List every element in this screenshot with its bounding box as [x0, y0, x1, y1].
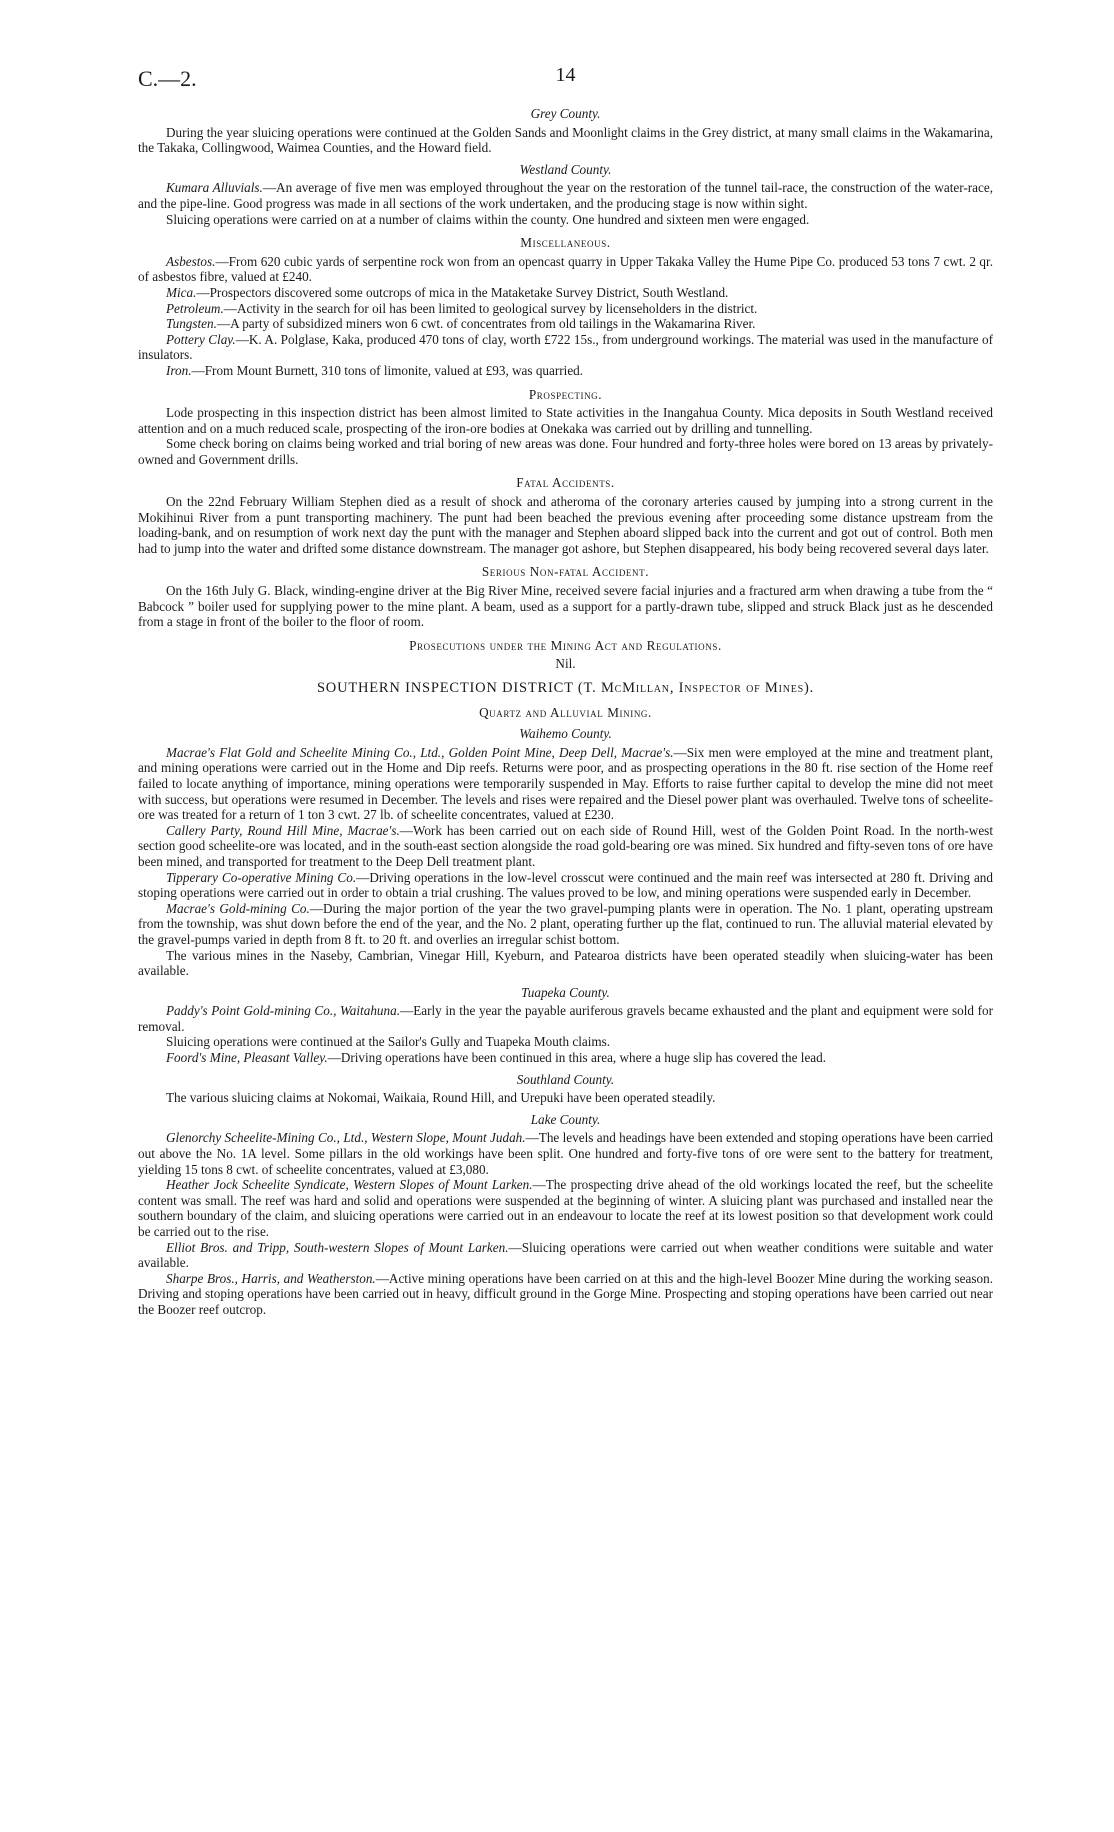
section-heading: Lake County.: [530, 1111, 601, 1127]
paragraph-text: —Activity in the search for oil has been limited to geological survey by licenseholders in the district.: [223, 300, 758, 316]
paragraph: [138, 180, 993, 211]
section-heading: Waihemo County.: [519, 726, 612, 742]
paragraph: [138, 405, 993, 436]
paragraph-lead: Sharpe Bros., Harris, and Weatherston.: [166, 1270, 376, 1286]
paragraph: [138, 1034, 993, 1050]
paragraph: [138, 494, 993, 556]
paragraph-text: —An average of five men was employed throughout the year on the restoration of the tunnel tail-race, the construction of the water-race, and the pipe-line. Good progress was made in all sections of the work undertaken, and the producing stage is now within sight.: [138, 180, 993, 211]
paragraph-text: On the 22nd February William Stephen died as a result of shock and atheroma of the coronary arteries caused by jumping into a strong current in the Mokihinui River from a punt transporting machinery. The punt had been beached the previous evening after proceeding some distance upstream from the loading-bank, and on resumption of work next day the punt with the manager and Stephen aboard slipped back into the current and got out of control. Both men had to jump into the water and drifted some distance downstream. The manager got ashore, but Stephen disappeared, his body being recovered several days later.: [138, 494, 993, 556]
section-heading: SOUTHERN INSPECTION DISTRICT (T. McMillan, Inspector of Mines).: [316, 680, 815, 696]
section-heading: Southland County.: [516, 1071, 615, 1087]
paragraph: [138, 436, 993, 467]
paragraph-text: —From Mount Burnett, 310 tons of limonite, valued at £93, was quarried.: [191, 362, 584, 378]
paragraph: [138, 125, 993, 156]
paragraph-text: —Driving operations in the low-level crosscut were continued and the main reef was intersected at 280 ft. Driving and stoping operations were carried out in order to obtain a trial crushing. The values proved to be low, and mining operations were suspended early in December.: [138, 869, 993, 901]
section-heading: Prospecting.: [528, 386, 603, 402]
report-series: C.—2.: [138, 66, 197, 91]
paragraph-text: —The prospecting drive ahead of the old workings located the reef, but the scheelite content was small. The reef was hard and solid and operations were suspended at the beginning of winter. A sluicing plant was purchased and installed near the southern boundary of the claim, and sluicing operations were carried out in an endeavour to locate the reef at its lowest position so that development work could be carried out to the rise.: [138, 1177, 993, 1239]
paragraph: [138, 948, 993, 979]
paragraph: [138, 285, 993, 301]
paragraph: [138, 212, 993, 228]
paragraph: [138, 1003, 993, 1034]
paragraph-text: Some check boring on claims being worked and trial boring of new areas was done. Four hundred and forty-three holes were bored on 13 areas by privately-owned and Government drills.: [138, 436, 993, 467]
paragraph-text: —The levels and headings have been extended and stoping operations have been carried out above the No. 1A level. Some pillars in the old workings have been split. One hundred and forty-five tons of ore were sent to the battery for treatment, yielding 15 tons 8 cwt. of scheelite concentrates, valued at £3,080.: [138, 1130, 993, 1177]
paragraph-lead: Foord's Mine, Pleasant Valley.: [166, 1050, 328, 1066]
paragraph-text: —Sluicing operations were carried out when weather conditions were suitable and water available.: [138, 1239, 993, 1271]
paragraph: [138, 1177, 993, 1239]
paragraph-text: Sluicing operations were carried on at a number of claims within the county. One hundred and sixteen men were engaged.: [166, 211, 810, 227]
paragraph: [138, 583, 993, 630]
paragraph-lead: Heather Jock Scheelite Syndicate, Western Slopes of Mount Larken.: [166, 1177, 533, 1193]
paragraph-lead: Kumara Alluvials.: [166, 180, 263, 196]
paragraph-text: —A party of subsidized miners won 6 cwt. of concentrates from old tailings in the Wakamarina River.: [216, 316, 756, 332]
paragraph-lead: Macrae's Flat Gold and Scheelite Mining Co., Ltd., Golden Point Mine, Deep Dell, Macrae's.: [166, 744, 674, 760]
paragraph: [138, 301, 993, 317]
paragraph-text: —During the major portion of the year the two gravel-pumping plants were in operation. The No. 1 plant, operating upstream from the township, was shut down before the end of the year, and the No. 2 plant, operating further up the flat, continued to run. The alluvial material elevated by the gravel-pumps varied in depth from 8 ft. to 20 ft. and overlies an irregular schist bottom.: [138, 900, 993, 947]
paragraph-text: During the year sluicing operations were continued at the Golden Sands and Moonlight claims in the Grey district, at many small claims in the Wakamarina, the Takaka, Collingwood, Waimea Counties, and the Howard field.: [138, 124, 993, 156]
paragraph-lead: Tungsten.: [166, 316, 217, 332]
section-heading: Nil.: [555, 656, 576, 672]
page-number: 14: [555, 64, 576, 86]
paragraph: [138, 1090, 993, 1106]
section-heading: Fatal Accidents.: [516, 475, 615, 491]
paragraph-text: —K. A. Polglase, Kaka, produced 470 tons of clay, worth £722 15s., from underground workings. The material was used in the manufacture of insulators.: [138, 331, 994, 363]
section-heading: Miscellaneous.: [520, 235, 611, 251]
paragraph-text: Lode prospecting in this inspection district has been almost limited to State activities in the Inangahua County. Mica deposits in South Westland received attention and on a much reduced scale, prospecting of the iron-ore bodies at Onekaka was carried out by drilling and tunnelling.: [138, 405, 993, 436]
paragraph-text: The various sluicing claims at Nokomai, Waikaia, Round Hill, and Urepuki have been operated steadily.: [166, 1090, 716, 1106]
paragraph-lead: Tipperary Co-operative Mining Co.: [166, 869, 357, 885]
section-heading: Quartz and Alluvial Mining.: [479, 704, 652, 720]
section-heading: Prosecutions under the Mining Act and Regulations.: [409, 637, 722, 653]
section-heading: Serious Non-fatal Accident.: [481, 564, 650, 580]
section-heading: Grey County.: [530, 106, 601, 121]
paragraph-text: Sluicing operations were continued at the Sailor's Gully and Tuapeka Mouth claims.: [166, 1034, 611, 1050]
paragraph: [138, 823, 993, 870]
paragraph: [138, 745, 993, 823]
paragraph-text: —Prospectors discovered some outcrops of mica in the Mataketake Survey District, South Westland.: [196, 284, 729, 300]
page: [138, 62, 993, 1318]
paragraph-lead: Glenorchy Scheelite-Mining Co., Ltd., Western Slope, Mount Judah.: [166, 1130, 526, 1146]
paragraph-text: —Driving operations have been continued in this area, where a huge slip has covered the lead.: [327, 1050, 827, 1066]
paragraph-text: —Work has been carried out on each side of Round Hill, west of the Golden Point Road. In the north-west section good scheelite-ore was located, and in the south-east section alongside the road gold-bearing ore was mined. Six hundred and fifty-seven tons of ore have been mined, and transported for treatment to the Deep Dell treatment plant.: [138, 822, 993, 869]
paragraph-lead: Petroleum.: [166, 300, 224, 316]
paragraph-lead: Callery Party, Round Hill Mine, Macrae's.: [166, 822, 400, 838]
paragraph-text: On the 16th July G. Black, winding-engine driver at the Big River Mine, received severe facial injuries and a fractured arm when drawing a tube from the “ Babcock ” boiler used for supplying power to the mine plant. A beam, used as a support for a partly-drawn tube, slipped and struck Black just as he descended from a stage in front of the boiler to the floor of room.: [138, 583, 993, 630]
paragraph-lead: Macrae's Gold-mining Co.: [166, 900, 310, 916]
paragraph: [138, 316, 993, 332]
section-heading: Westland County.: [519, 161, 612, 177]
paragraph-lead: Iron.: [166, 362, 192, 378]
paragraph-lead: Asbestos.: [166, 253, 216, 269]
paragraph-text: The various mines in the Naseby, Cambrian, Vinegar Hill, Kyeburn, and Patearoa districts have been operated steadily when sluicing-water has been available.: [138, 947, 993, 979]
paragraph: [138, 1271, 993, 1318]
paragraph: [138, 332, 993, 363]
paragraph: [138, 901, 993, 948]
paragraph: [138, 254, 993, 285]
paragraph-lead: Paddy's Point Gold-mining Co., Waitahuna.: [166, 1003, 400, 1019]
page-header: [138, 62, 993, 100]
paragraph-lead: Elliot Bros. and Tripp, South-western Slopes of Mount Larken.: [166, 1239, 509, 1255]
section-heading: Tuapeka County.: [521, 984, 610, 1000]
paragraph: [138, 1240, 993, 1271]
paragraph-text: —Early in the year the payable auriferous gravels became exhausted and the plant and equipment were sold for removal.: [138, 1003, 994, 1034]
paragraph-text: —From 620 cubic yards of serpentine rock won from an opencast quarry in Upper Takaka Valley the Hume Pipe Co. produced 53 tons 7 cwt. 2 qr. of asbestos fibre, valued at £240.: [138, 253, 993, 285]
paragraph: [138, 1130, 993, 1177]
paragraph: [138, 870, 993, 901]
paragraph-text: —Six men were employed at the mine and treatment plant, and mining operations were carried out in the Home and Dip reefs. Returns were poor, and as prospecting operations in the 80 ft. rise section of the Home reef failed to locate anything of importance, mining operations were temporarily suspended in May. Efforts to raise further capital to develop the mine did not meet with success, but operations were resumed in December. The levels and rises were repaired and the Diesel power plant was overhauled. Twelve tons of scheelite-ore was treated for a return of 1 ton 3 cwt. 27 lb. of scheelite concentrates, valued at £230.: [138, 744, 994, 823]
paragraph-lead: Mica.: [166, 284, 197, 300]
paragraph: [138, 363, 993, 379]
paragraph-lead: Pottery Clay.: [166, 331, 236, 347]
document-body: [138, 106, 993, 1318]
paragraph-text: —Active mining operations have been carried on at this and the high-level Boozer Mine during the working season. Driving and stoping operations have been carried out in heavy, difficult ground in the Gorge Mine. Prospecting and stoping operations have been carried out near the Boozer reef outcrop.: [138, 1270, 993, 1317]
paragraph: [138, 1050, 993, 1066]
